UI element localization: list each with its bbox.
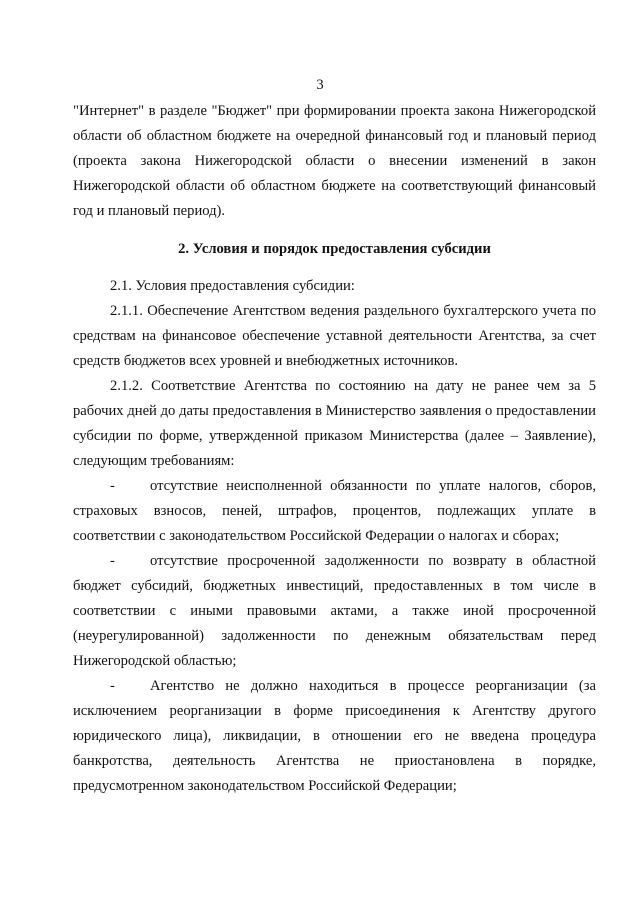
bullet-dash: - <box>110 478 115 494</box>
page-number: 3 <box>316 77 324 93</box>
requirement-text: Агентство не должно находиться в процессе реорганизации (за исключением реорганизации в форме присоединения к Агентству другого юридического лица), ликвидации, в отношении его не введена процедура банкротства, деятельность Агентства не приостановлена в порядке, предусмотренном законодательством Российской Федерации; <box>73 678 596 794</box>
paragraph-2-1-2: 2.1.2. Соответствие Агентства по состоянию на дату не ранее чем за 5 рабочих дней до даты предоставления в Министерство заявления о предоставлении субсидии по форме, утвержденной приказом Министерства (далее – Заявление), следующим требованиям: <box>73 378 596 469</box>
paragraph-2-1-1: 2.1.1. Обеспечение Агентством ведения раздельного бухгалтерского учета по средствам на финансовое обеспечение уставной деятельности Агентства, за счет средств бюджетов всех уровней и внебюджетных источников. <box>73 303 596 369</box>
requirement-text: отсутствие просроченной задолженности по возврату в областной бюджет субсидий, бюджетных инвестиций, предоставленных в том числе в соответствии с иными правовыми актами, а также иной просроченной (неурегулированной) задолженности по денежным обязательствам перед Нижегородской областью; <box>73 553 596 669</box>
paragraph-2-1: 2.1. Условия предоставления субсидии: <box>110 278 355 294</box>
bullet-dash: - <box>110 678 115 694</box>
requirement-item-2 <box>73 549 596 674</box>
requirement-item-1 <box>73 474 596 549</box>
requirement-text: отсутствие неисполненной обязанности по уплате налогов, сборов, страховых взносов, пеней, штрафов, процентов, подлежащих уплате в соответствии с законодательством Российской Федерации о налогах и сборах; <box>73 478 596 544</box>
requirement-item-3 <box>73 674 596 799</box>
document-body <box>73 99 596 799</box>
bullet-dash: - <box>110 553 115 569</box>
intro-paragraph: "Интернет" в разделе "Бюджет" при формировании проекта закона Нижегородской области об областном бюджете на очередной финансовый год и плановый период (проекта закона Нижегородской области о внесении изменений в закон Нижегородской области об областном бюджете на соответствующий финансовый год и плановый период). <box>73 103 596 219</box>
section-heading: 2. Условия и порядок предоставления субсидии <box>178 241 491 257</box>
